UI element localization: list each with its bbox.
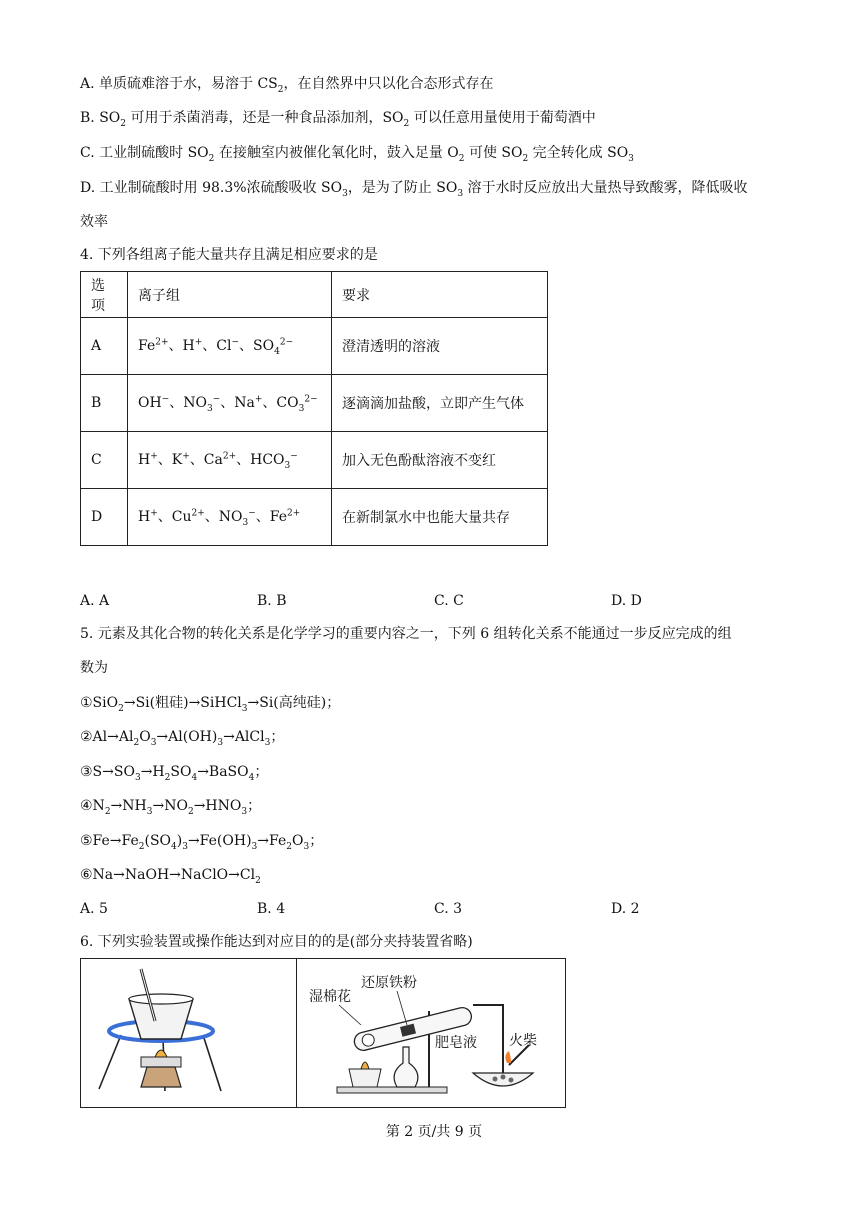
iron-steam-figure — [297, 959, 565, 1107]
row-requirement: 澄清透明的溶液 — [332, 318, 548, 375]
header-requirement: 要求 — [332, 272, 548, 318]
table-header-row — [81, 272, 548, 318]
row-ions: H+、$Cu^{2+}$、$NO_3^-$、$Fe^{2+}$ — [128, 489, 332, 546]
evaporating-dish-figure — [81, 959, 297, 1107]
q5-item-3: $③S\to SO_3\to H_2SO_4\to BaSO_4$； — [80, 764, 269, 783]
label-wet-cotton: 湿棉花 — [309, 988, 351, 1004]
table-row — [81, 489, 548, 546]
q3-option-c: C. 工业制硫酸时 $SO_2$ 在接触室内被催化氧化时，鼓入足量 $O_2$ 可使 $SO_2$ 完全转化成 $SO_3$ — [80, 145, 634, 164]
ion-table — [80, 271, 548, 546]
row-option: C — [81, 432, 128, 489]
q5-choice-a[interactable]: A. 5 — [80, 901, 108, 917]
row-ions: H+、K+、$Ca^{2+}$、$HCO_3^-$ — [128, 432, 332, 489]
evaporation-apparatus-drawing — [81, 959, 296, 1107]
q4-choice-b[interactable]: B. B — [257, 593, 287, 609]
q5-choice-c[interactable]: C. 3 — [434, 901, 463, 917]
row-option: B — [81, 375, 128, 432]
label-soap-solution: 肥皂液 — [435, 1034, 477, 1050]
row-requirement: 加入无色酚酞溶液不变红 — [332, 432, 548, 489]
q4-choice-d[interactable]: D. D — [611, 593, 642, 609]
q5-choice-b[interactable]: B. 4 — [257, 901, 286, 917]
q3-option-a: A. 单质硫难溶于水，易溶于 $CS_2$，在自然界中只以化合态形式存在 — [80, 76, 494, 95]
row-option: D — [81, 489, 128, 546]
q4-stem: 4. 下列各组离子能大量共存且满足相应要求的是 — [80, 247, 378, 263]
label-match: 火柴 — [509, 1032, 537, 1048]
header-ions: 离子组 — [128, 272, 332, 318]
q3-option-d-cont: 效率 — [80, 214, 108, 230]
row-requirement: 逐滴滴加盐酸，立即产生气体 — [332, 375, 548, 432]
label-iron-powder: 还原铁粉 — [361, 974, 417, 990]
q5-choice-d[interactable]: D. 2 — [611, 901, 640, 917]
q5-item-2: $②Al\to Al_2O_3\to Al(OH)_3\to AlCl_3$； — [80, 729, 285, 748]
apparatus-figure — [80, 958, 566, 1108]
q5-stem: 5. 元素及其化合物的转化关系是化学学习的重要内容之一，下列 6 组转化关系不能通过一步反应完成的组 — [80, 626, 732, 642]
q3-option-b: B. $SO_2$ 可用于杀菌消毒，还是一种食品添加剂，$SO_2$ 可以任意用量使用于葡萄酒中 — [80, 110, 596, 129]
q5-item-4: $④N_2\to NH_3\to NO_2\to HNO_3$； — [80, 798, 262, 817]
q5-item-1: ①SiO$_2$→Si(粗硅)→SiHCl$_3$→Si(高纯硅)； — [80, 695, 341, 714]
row-ions: OH−、$NO_3^-$、Na+、$CO_3^{2-}$ — [128, 375, 332, 432]
row-option: A — [81, 318, 128, 375]
page-footer: 第 2 页/共 9 页 — [385, 1124, 483, 1140]
q5-stem-cont: 数为 — [80, 660, 108, 676]
q6-stem: 6. 下列实验装置或操作能达到对应目的的是(部分夹持装置省略) — [80, 934, 473, 950]
q4-choice-c[interactable]: C. C — [434, 593, 464, 609]
header-option: 选项 — [81, 272, 128, 318]
q5-item-6: $⑥Na\to NaOH\to NaClO\to Cl_2$ — [80, 867, 261, 886]
q5-item-5: $⑤Fe\to Fe_2(SO_4)_3\to Fe(OH)_3\to Fe_2O_3$； — [80, 833, 324, 852]
row-requirement: 在新制氯水中也能大量共存 — [332, 489, 548, 546]
q3-option-d: D. 工业制硫酸时用 98.3%浓硫酸吸收 $SO_3$，是为了防止 $SO_3$ 溶于水时反应放出大量热导致酸雾，降低吸收 — [80, 180, 748, 199]
iron-steam-apparatus-drawing — [297, 959, 565, 1107]
row-ions: $Fe^{2+}$、H+、Cl−、$SO_4^{2-}$ — [128, 318, 332, 375]
q4-choice-a[interactable]: A. A — [80, 593, 110, 609]
table-row — [81, 318, 548, 375]
table-row — [81, 375, 548, 432]
table-row — [81, 432, 548, 489]
